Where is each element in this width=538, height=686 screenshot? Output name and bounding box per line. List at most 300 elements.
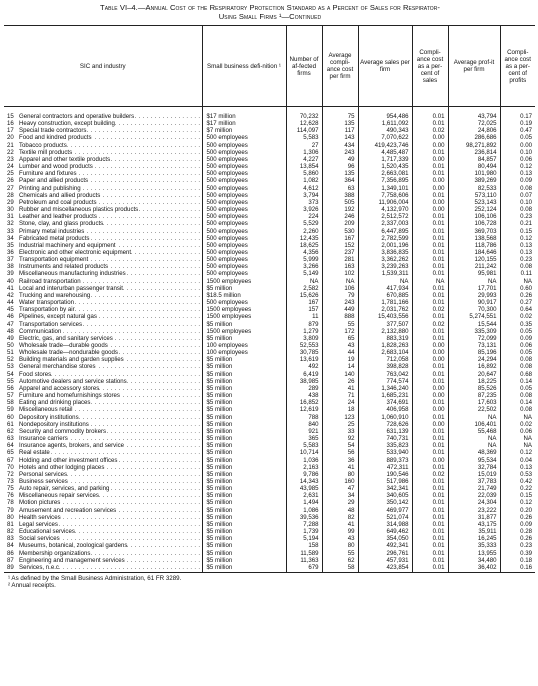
table-row bbox=[4, 349, 535, 356]
industry-name: Tobacco products bbox=[19, 141, 67, 149]
compliance-cost: 41 bbox=[322, 464, 358, 471]
pct-of-sales: 0.01 bbox=[412, 256, 448, 263]
size-definition: 500 employees bbox=[202, 170, 286, 177]
pct-of-profits: 0.08 bbox=[500, 363, 535, 370]
size-definition: 100 employees bbox=[202, 349, 286, 356]
compliance-cost: 172 bbox=[322, 328, 358, 335]
sic-code: 75 bbox=[7, 485, 14, 493]
industry-cell bbox=[18, 550, 202, 557]
compliance-cost: 34 bbox=[322, 492, 358, 499]
average-sales: 7,070,622 bbox=[358, 134, 412, 141]
size-definition: $5 million bbox=[202, 471, 286, 478]
sic-code: 70 bbox=[7, 463, 14, 471]
table-row bbox=[4, 127, 535, 134]
average-profit: 286,686 bbox=[448, 134, 500, 141]
compliance-cost: 135 bbox=[322, 120, 358, 127]
industry-cell bbox=[18, 127, 202, 134]
industry-cell bbox=[18, 457, 202, 464]
industry-cell bbox=[18, 299, 202, 306]
pct-of-profits: 0.17 bbox=[500, 107, 535, 121]
affected-firms: 492 bbox=[286, 363, 322, 370]
table-row bbox=[4, 249, 535, 256]
sic-code: 44 bbox=[7, 299, 14, 307]
pct-of-sales: 0.00 bbox=[412, 142, 448, 149]
industry-cell bbox=[18, 564, 202, 573]
pct-of-sales: 0.02 bbox=[412, 127, 448, 134]
industry-name: Wholesale trade—durable goods bbox=[19, 342, 108, 349]
pct-of-sales: 0.00 bbox=[412, 134, 448, 141]
table-row bbox=[4, 177, 535, 184]
table-row bbox=[4, 335, 535, 342]
pct-of-profits: NA bbox=[500, 414, 535, 421]
table-row bbox=[4, 321, 535, 328]
cost-table bbox=[4, 25, 535, 573]
average-profit: 236,814 bbox=[448, 149, 500, 156]
compliance-cost: 246 bbox=[322, 213, 358, 220]
table-row bbox=[4, 306, 535, 313]
industry-name: Museums, botanical, zoological gardens bbox=[19, 542, 128, 550]
pct-of-sales: 0.01 bbox=[412, 464, 448, 471]
size-definition: $5 million bbox=[202, 335, 286, 342]
compliance-cost: 75 bbox=[322, 107, 358, 121]
average-profit: 16,245 bbox=[448, 535, 500, 542]
average-profit: NA bbox=[448, 414, 500, 421]
affected-firms: 4,356 bbox=[286, 249, 322, 256]
compliance-cost: 19 bbox=[322, 356, 358, 363]
average-sales: 377,507 bbox=[358, 321, 412, 328]
compliance-cost: 54 bbox=[322, 442, 358, 449]
table-row bbox=[4, 371, 535, 378]
pct-of-sales: 0.01 bbox=[412, 507, 448, 514]
compliance-cost: 56 bbox=[322, 449, 358, 456]
compliance-cost: 160 bbox=[322, 478, 358, 485]
industry-name: Insurance agents, brokers, and service bbox=[19, 442, 125, 450]
compliance-cost: 44 bbox=[322, 349, 358, 356]
pct-of-profits: 0.27 bbox=[500, 299, 535, 306]
size-definition: $5 million bbox=[202, 428, 286, 435]
size-definition: 500 employees bbox=[202, 185, 286, 192]
industry-name: Nondepository institutions bbox=[19, 420, 89, 428]
sic-code: 37 bbox=[7, 256, 14, 264]
industry-cell bbox=[18, 349, 202, 356]
industry-name: Depository institutions bbox=[19, 413, 79, 421]
affected-firms: 4,612 bbox=[286, 185, 322, 192]
industry-name: Auto repair, services, and parking bbox=[19, 485, 110, 493]
compliance-cost: 36 bbox=[322, 457, 358, 464]
average-sales: 533,940 bbox=[358, 449, 412, 456]
table-row bbox=[4, 356, 535, 363]
industry-name: Leather and leather products bbox=[19, 213, 97, 221]
average-sales: 631,139 bbox=[358, 428, 412, 435]
affected-firms: 7,288 bbox=[286, 521, 322, 528]
header-pct-sales: Compli-ance cost as a per-cent of sales bbox=[412, 26, 448, 107]
table-row bbox=[4, 228, 535, 235]
pct-of-sales: 0.01 bbox=[412, 414, 448, 421]
industry-cell bbox=[18, 213, 202, 220]
table-row bbox=[4, 542, 535, 549]
pct-of-profits: 0.12 bbox=[500, 499, 535, 506]
sic-code: 65 bbox=[7, 449, 14, 457]
table-row bbox=[4, 442, 535, 449]
affected-firms: 788 bbox=[286, 414, 322, 421]
compliance-cost: 102 bbox=[322, 270, 358, 277]
industry-cell bbox=[18, 335, 202, 342]
affected-firms: 16,852 bbox=[286, 399, 322, 406]
average-profit: 184,646 bbox=[448, 249, 500, 256]
table-row bbox=[4, 185, 535, 192]
sic-code: 67 bbox=[7, 456, 14, 464]
pct-of-profits: 0.02 bbox=[500, 421, 535, 428]
affected-firms: 12,619 bbox=[286, 406, 322, 413]
size-definition: $5 million bbox=[202, 435, 286, 442]
pct-of-profits: 0.68 bbox=[500, 371, 535, 378]
industry-cell bbox=[18, 270, 202, 277]
size-definition: $5 million bbox=[202, 371, 286, 378]
average-profit: 43,794 bbox=[448, 107, 500, 121]
industry-name: Insurance carriers bbox=[19, 435, 68, 443]
industry-cell bbox=[18, 378, 202, 385]
affected-firms: 373 bbox=[286, 199, 322, 206]
average-profit: 15,544 bbox=[448, 321, 500, 328]
average-sales: 2,683,104 bbox=[358, 349, 412, 356]
average-profit: 72,025 bbox=[448, 120, 500, 127]
size-definition: $5 million bbox=[202, 514, 286, 521]
affected-firms: 224 bbox=[286, 213, 322, 220]
sic-code: 58 bbox=[7, 399, 14, 407]
affected-firms: 15,626 bbox=[286, 292, 322, 299]
industry-cell bbox=[18, 342, 202, 349]
pct-of-sales: 0.01 bbox=[412, 499, 448, 506]
average-profit: 389,269 bbox=[448, 177, 500, 184]
table-row bbox=[4, 163, 535, 170]
average-sales: 7,356,895 bbox=[358, 177, 412, 184]
compliance-cost: 163 bbox=[322, 263, 358, 270]
average-sales: 1,346,240 bbox=[358, 385, 412, 392]
pct-of-profits: 0.42 bbox=[500, 478, 535, 485]
pct-of-profits: 0.07 bbox=[500, 192, 535, 199]
size-definition: 500 employees bbox=[202, 134, 286, 141]
pct-of-sales: 0.01 bbox=[412, 335, 448, 342]
table-row bbox=[4, 449, 535, 456]
average-profit: 84,857 bbox=[448, 156, 500, 163]
sic-code: 15 bbox=[7, 113, 14, 120]
sic-code: 80 bbox=[7, 513, 14, 521]
industry-cell bbox=[18, 492, 202, 499]
compliance-cost: 209 bbox=[322, 220, 358, 227]
industry-cell bbox=[18, 163, 202, 170]
sic-code: 76 bbox=[7, 492, 14, 500]
average-sales: 11,906,004 bbox=[358, 199, 412, 206]
table-row bbox=[4, 285, 535, 292]
average-profit: 31,877 bbox=[448, 514, 500, 521]
table-row bbox=[4, 107, 535, 121]
table-row bbox=[4, 485, 535, 492]
size-definition: 500 employees bbox=[202, 228, 286, 235]
industry-cell bbox=[18, 177, 202, 184]
industry-cell bbox=[18, 206, 202, 213]
affected-firms: 13,619 bbox=[286, 356, 322, 363]
compliance-cost: 92 bbox=[322, 435, 358, 442]
sic-code: 28 bbox=[7, 191, 14, 199]
affected-firms: 70,232 bbox=[286, 107, 322, 121]
average-sales: 1,781,166 bbox=[358, 299, 412, 306]
industry-cell bbox=[18, 535, 202, 542]
size-definition: 500 employees bbox=[202, 256, 286, 263]
compliance-cost: 43 bbox=[322, 535, 358, 542]
table-row bbox=[4, 421, 535, 428]
industry-cell bbox=[18, 292, 202, 299]
industry-name: Wholesale trade—nondurable goods bbox=[19, 349, 118, 357]
table-row bbox=[4, 557, 535, 564]
header-sic: SIC and industry bbox=[4, 26, 202, 107]
sic-code: 23 bbox=[7, 155, 14, 163]
size-definition: 500 employees bbox=[202, 249, 286, 256]
pct-of-sales: 0.02 bbox=[412, 321, 448, 328]
average-sales: 4,132,970 bbox=[358, 206, 412, 213]
industry-cell bbox=[18, 428, 202, 435]
average-profit: 252,124 bbox=[448, 206, 500, 213]
sic-code: 40 bbox=[7, 277, 14, 285]
affected-firms: 1,739 bbox=[286, 528, 322, 535]
average-sales: 340,605 bbox=[358, 492, 412, 499]
industry-cell bbox=[18, 557, 202, 564]
size-definition: $5 million bbox=[202, 535, 286, 542]
pct-of-sales: 0.00 bbox=[412, 406, 448, 413]
industry-name: Railroad transportation bbox=[19, 277, 81, 285]
table-row bbox=[4, 550, 535, 557]
average-sales: 763,042 bbox=[358, 371, 412, 378]
sic-code: 62 bbox=[7, 427, 14, 435]
average-profit: 82,533 bbox=[448, 185, 500, 192]
industry-cell bbox=[18, 478, 202, 485]
compliance-cost: 192 bbox=[322, 206, 358, 213]
compliance-cost: 43 bbox=[322, 342, 358, 349]
industry-name: Petroleum and coal products bbox=[19, 198, 97, 206]
industry-cell bbox=[18, 514, 202, 521]
average-sales: 2,001,196 bbox=[358, 242, 412, 249]
average-profit: 90,917 bbox=[448, 299, 500, 306]
average-sales: 649,462 bbox=[358, 528, 412, 535]
affected-firms: 38,985 bbox=[286, 378, 322, 385]
industry-cell bbox=[18, 521, 202, 528]
pct-of-sales: 0.01 bbox=[412, 249, 448, 256]
average-sales: 457,931 bbox=[358, 557, 412, 564]
industry-name: Rubber and miscellaneous plastics products bbox=[19, 206, 139, 214]
industry-name: Furniture and homefurnishings stores bbox=[19, 392, 120, 400]
sic-code: 34 bbox=[7, 234, 14, 242]
pct-of-profits: 0.08 bbox=[500, 185, 535, 192]
industry-name: Stone, clay, and glass products bbox=[19, 220, 104, 228]
sic-code: 63 bbox=[7, 435, 14, 443]
average-profit: 15,019 bbox=[448, 471, 500, 478]
sic-code: 27 bbox=[7, 184, 14, 192]
sic-code: 53 bbox=[7, 363, 14, 371]
pct-of-profits: 0.09 bbox=[500, 177, 535, 184]
pct-of-sales: 0.00 bbox=[412, 421, 448, 428]
table-row bbox=[4, 156, 535, 163]
average-sales: 423,854 bbox=[358, 564, 412, 573]
size-definition: 500 employees bbox=[202, 177, 286, 184]
pct-of-sales: 0.00 bbox=[412, 177, 448, 184]
table-row bbox=[4, 499, 535, 506]
pct-of-sales: 0.01 bbox=[412, 242, 448, 249]
average-sales: 15,403,556 bbox=[358, 313, 412, 320]
table-row bbox=[4, 478, 535, 485]
pct-of-sales: 0.01 bbox=[412, 220, 448, 227]
compliance-cost: 58 bbox=[322, 564, 358, 573]
pct-of-sales: 0.00 bbox=[412, 356, 448, 363]
industry-name: Water transportation bbox=[19, 299, 74, 307]
pct-of-sales: 0.00 bbox=[412, 457, 448, 464]
sic-code: 36 bbox=[7, 248, 14, 256]
pct-of-sales: 0.01 bbox=[412, 228, 448, 235]
pct-of-sales: 0.01 bbox=[412, 192, 448, 199]
affected-firms: 167 bbox=[286, 299, 322, 306]
pct-of-profits: 0.05 bbox=[500, 328, 535, 335]
pct-of-sales: 0.01 bbox=[412, 378, 448, 385]
pct-of-sales: NA bbox=[412, 278, 448, 285]
industry-name: Communication bbox=[19, 327, 62, 335]
sic-code: 89 bbox=[4, 564, 18, 573]
average-sales: 2,512,572 bbox=[358, 213, 412, 220]
compliance-cost: 63 bbox=[322, 185, 358, 192]
industry-name: Amusement and recreation services bbox=[19, 506, 117, 514]
pct-of-profits: 0.26 bbox=[500, 292, 535, 299]
industry-name: Textile mill products bbox=[19, 148, 73, 156]
affected-firms: 3,809 bbox=[286, 335, 322, 342]
sic-code: 46 bbox=[7, 313, 14, 321]
sic-code: 84 bbox=[7, 542, 14, 550]
industry-name: Automotive dealers and service stations bbox=[19, 377, 127, 385]
average-profit: 106,106 bbox=[448, 213, 500, 220]
compliance-cost: 24 bbox=[322, 399, 358, 406]
affected-firms: 18,625 bbox=[286, 242, 322, 249]
table-row bbox=[4, 392, 535, 399]
compliance-cost: 33 bbox=[322, 428, 358, 435]
pct-of-profits: 0.60 bbox=[500, 285, 535, 292]
industry-name: Services, n.e.c bbox=[19, 563, 59, 571]
header-compliance-cost: Average compli-ance cost per firm bbox=[322, 26, 358, 107]
size-definition: $17 million bbox=[202, 120, 286, 127]
industry-name: Printing and publishing bbox=[19, 184, 81, 192]
table-row bbox=[4, 535, 535, 542]
industry-cell bbox=[18, 507, 202, 514]
average-profit: NA bbox=[448, 442, 500, 449]
industry-cell bbox=[18, 385, 202, 392]
header-definition: Small business defi-nition ¹ bbox=[202, 26, 286, 107]
industry-name: Miscellaneous repair services bbox=[19, 492, 99, 500]
table-row bbox=[4, 263, 535, 270]
table-row bbox=[4, 406, 535, 413]
affected-firms: 4,227 bbox=[286, 156, 322, 163]
pct-of-profits: 0.23 bbox=[500, 542, 535, 549]
average-profit: 18,225 bbox=[448, 378, 500, 385]
table-body bbox=[4, 107, 535, 573]
industry-name: Transportation equipment bbox=[19, 256, 89, 264]
sic-code: 82 bbox=[7, 528, 14, 536]
average-sales: 314,988 bbox=[358, 521, 412, 528]
average-sales: 2,782,599 bbox=[358, 235, 412, 242]
table-row bbox=[4, 292, 535, 299]
sic-code: 33 bbox=[7, 227, 14, 235]
compliance-cost: 167 bbox=[322, 235, 358, 242]
affected-firms: 879 bbox=[286, 321, 322, 328]
average-sales: 472,311 bbox=[358, 464, 412, 471]
average-profit: 573,110 bbox=[448, 192, 500, 199]
industry-cell bbox=[18, 142, 202, 149]
table-row bbox=[4, 435, 535, 442]
size-definition: $5 million bbox=[202, 392, 286, 399]
sic-code: 24 bbox=[7, 163, 14, 171]
pct-of-profits: 0.08 bbox=[500, 392, 535, 399]
pct-of-sales: 0.01 bbox=[412, 449, 448, 456]
sic-code: 21 bbox=[7, 141, 14, 149]
industry-cell bbox=[18, 406, 202, 413]
pct-of-sales: 0.01 bbox=[412, 213, 448, 220]
pct-of-profits: 0.11 bbox=[500, 270, 535, 277]
pct-of-profits: 0.15 bbox=[500, 492, 535, 499]
average-sales: 740,731 bbox=[358, 435, 412, 442]
affected-firms: 52,553 bbox=[286, 342, 322, 349]
table-row bbox=[4, 378, 535, 385]
industry-name: Instruments and related products bbox=[19, 263, 109, 271]
industry-cell bbox=[18, 542, 202, 549]
average-sales: 1,520,435 bbox=[358, 163, 412, 170]
pct-of-profits: NA bbox=[500, 442, 535, 449]
sic-code: 45 bbox=[7, 306, 14, 314]
average-profit: 106,401 bbox=[448, 421, 500, 428]
sic-code: 55 bbox=[7, 377, 14, 385]
industry-name: Business services bbox=[19, 477, 68, 485]
compliance-cost: 152 bbox=[322, 242, 358, 249]
sic-code: 30 bbox=[7, 206, 14, 214]
size-definition: $5 million bbox=[202, 442, 286, 449]
average-sales: 490,343 bbox=[358, 127, 412, 134]
pct-of-profits: 0.18 bbox=[500, 557, 535, 564]
compliance-cost: 80 bbox=[322, 542, 358, 549]
industry-name: Holding and other investment offices bbox=[19, 456, 118, 464]
pct-of-profits: 0.12 bbox=[500, 449, 535, 456]
average-sales: 3,239,263 bbox=[358, 263, 412, 270]
industry-cell bbox=[18, 107, 202, 121]
size-definition: $5 million bbox=[202, 542, 286, 549]
pct-of-sales: 0.01 bbox=[412, 521, 448, 528]
pct-of-profits: 0.00 bbox=[500, 142, 535, 149]
affected-firms: 365 bbox=[286, 435, 322, 442]
pct-of-profits: 0.28 bbox=[500, 528, 535, 535]
size-definition: 500 employees bbox=[202, 149, 286, 156]
compliance-cost: 79 bbox=[322, 292, 358, 299]
header-profit: Average prof-it per firm bbox=[448, 26, 500, 107]
sic-code: 17 bbox=[7, 127, 14, 135]
average-sales: 7,758,606 bbox=[358, 192, 412, 199]
sic-code: 87 bbox=[7, 556, 14, 564]
affected-firms: 114,097 bbox=[286, 127, 322, 134]
size-definition: $5 million bbox=[202, 485, 286, 492]
industry-name: Furniture and fixtures bbox=[19, 170, 77, 178]
pct-of-profits: 0.16 bbox=[500, 564, 535, 573]
table-row bbox=[4, 134, 535, 141]
average-profit: 85,526 bbox=[448, 385, 500, 392]
pct-of-sales: 0.01 bbox=[412, 485, 448, 492]
average-profit: 85,196 bbox=[448, 349, 500, 356]
affected-firms: 2,582 bbox=[286, 285, 322, 292]
industry-cell bbox=[18, 414, 202, 421]
affected-firms: 11,589 bbox=[286, 550, 322, 557]
table-row bbox=[4, 120, 535, 127]
average-sales: 728,626 bbox=[358, 421, 412, 428]
affected-firms: 921 bbox=[286, 428, 322, 435]
